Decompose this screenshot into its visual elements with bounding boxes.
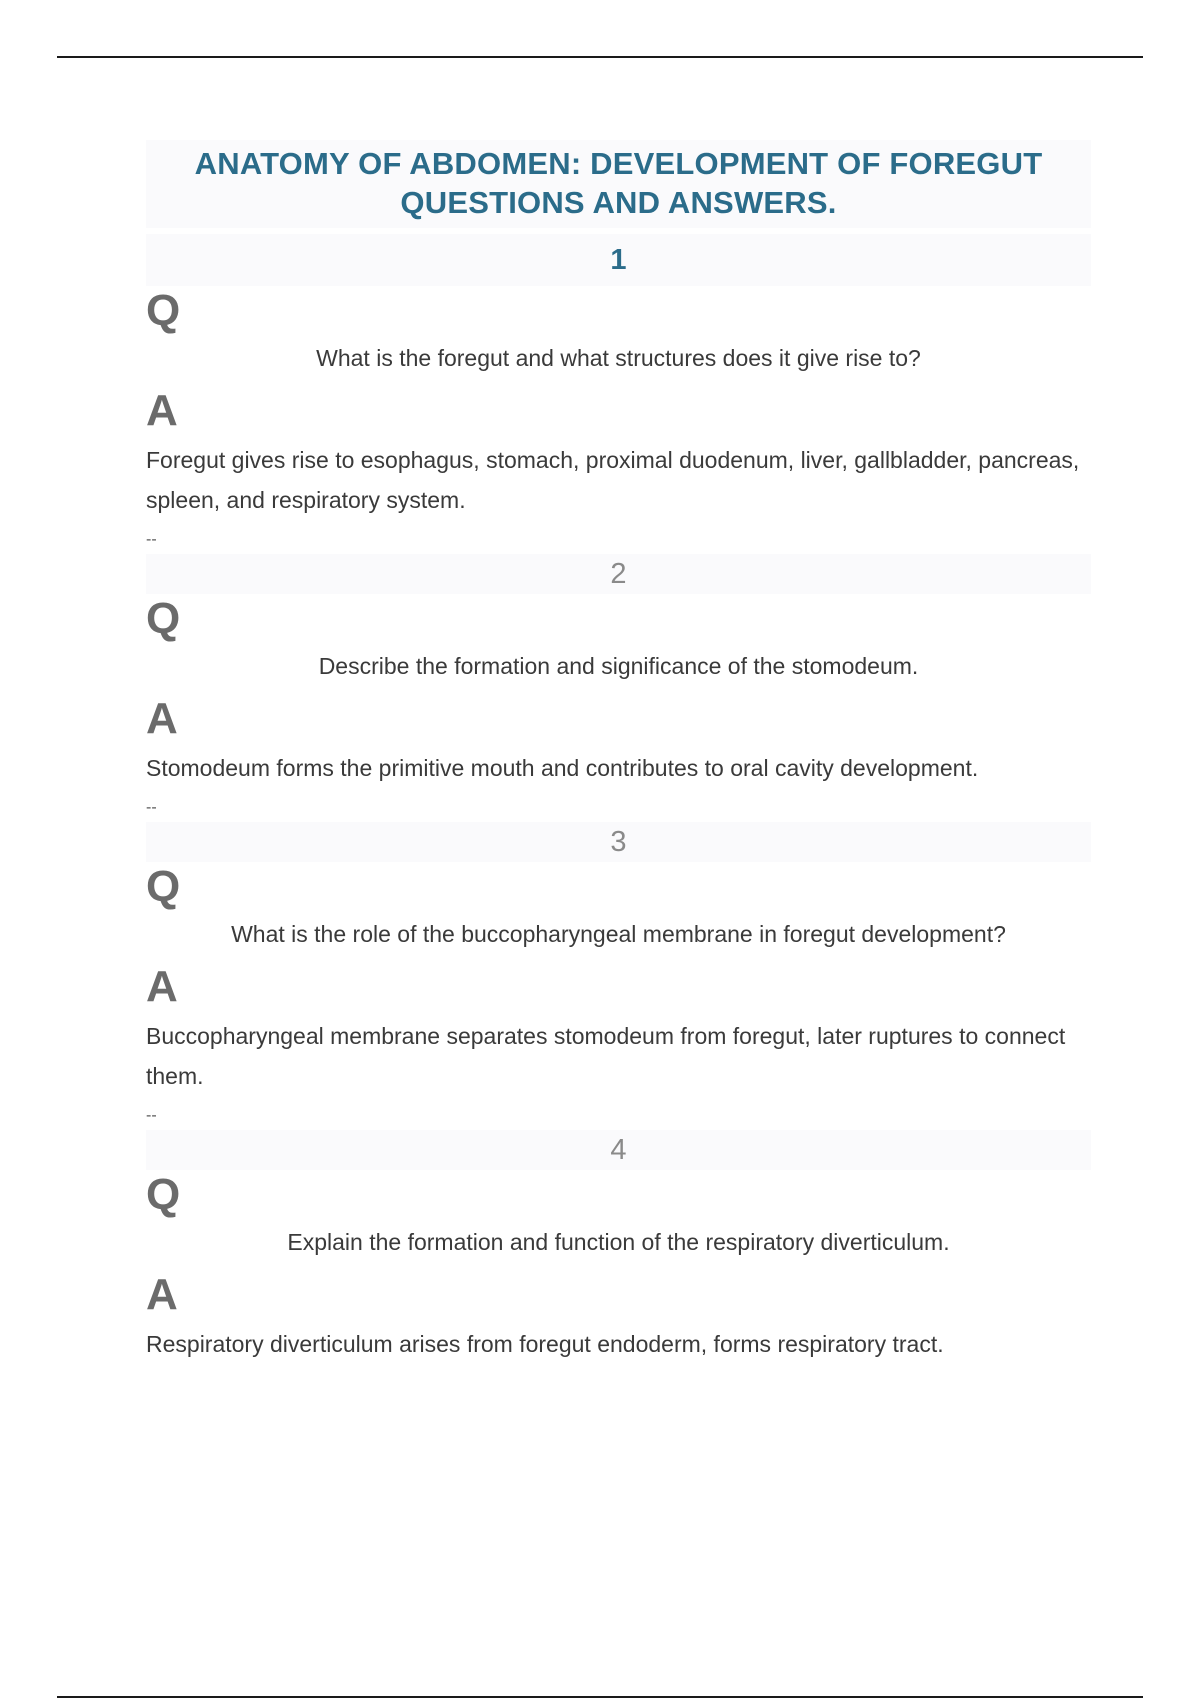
card-separator: --	[146, 1107, 157, 1124]
document-body	[146, 140, 1091, 1364]
answer-text: Foregut gives rise to esophagus, stomach, proximal duodenum, liver, gallbladder, pancreas, spleen, and respiratory system.	[146, 447, 1080, 513]
answer-text: Buccopharyngeal membrane separates stomodeum from foregut, later ruptures to connect them.	[146, 1023, 1066, 1089]
card-separator: --	[146, 799, 157, 816]
question-text: What is the foregut and what structures does it give rise to?	[316, 345, 921, 371]
flashcard-1	[146, 234, 1091, 554]
answer-text: Stomodeum forms the primitive mouth and contributes to oral cavity development.	[146, 755, 979, 781]
flashcard-2	[146, 554, 1091, 822]
question-marker: Q	[146, 1170, 181, 1219]
card-number: 2	[146, 554, 1091, 594]
question-text: What is the role of the buccopharyngeal membrane in foregut development?	[231, 921, 1006, 947]
page-title: ANATOMY OF ABDOMEN: DEVELOPMENT OF FOREGUT QUESTIONS AND ANSWERS.	[194, 146, 1043, 220]
answer-marker: A	[146, 386, 178, 435]
question-marker: Q	[146, 594, 181, 643]
flashcard-4	[146, 1130, 1091, 1364]
top-rule	[57, 56, 1143, 58]
question-marker: Q	[146, 286, 181, 335]
bottom-rule	[57, 1696, 1143, 1698]
question-text: Explain the formation and function of the respiratory diverticulum.	[287, 1229, 950, 1255]
card-number: 1	[146, 234, 1091, 286]
title-band	[146, 140, 1091, 228]
card-number: 4	[146, 1130, 1091, 1170]
answer-marker: A	[146, 1270, 178, 1319]
card-number: 3	[146, 822, 1091, 862]
question-marker: Q	[146, 862, 181, 911]
card-separator: --	[146, 531, 157, 548]
flashcard-3	[146, 822, 1091, 1130]
answer-text: Respiratory diverticulum arises from foregut endoderm, forms respiratory tract.	[146, 1331, 944, 1357]
answer-marker: A	[146, 962, 178, 1011]
question-text: Describe the formation and significance of the stomodeum.	[318, 653, 919, 679]
answer-marker: A	[146, 694, 178, 743]
